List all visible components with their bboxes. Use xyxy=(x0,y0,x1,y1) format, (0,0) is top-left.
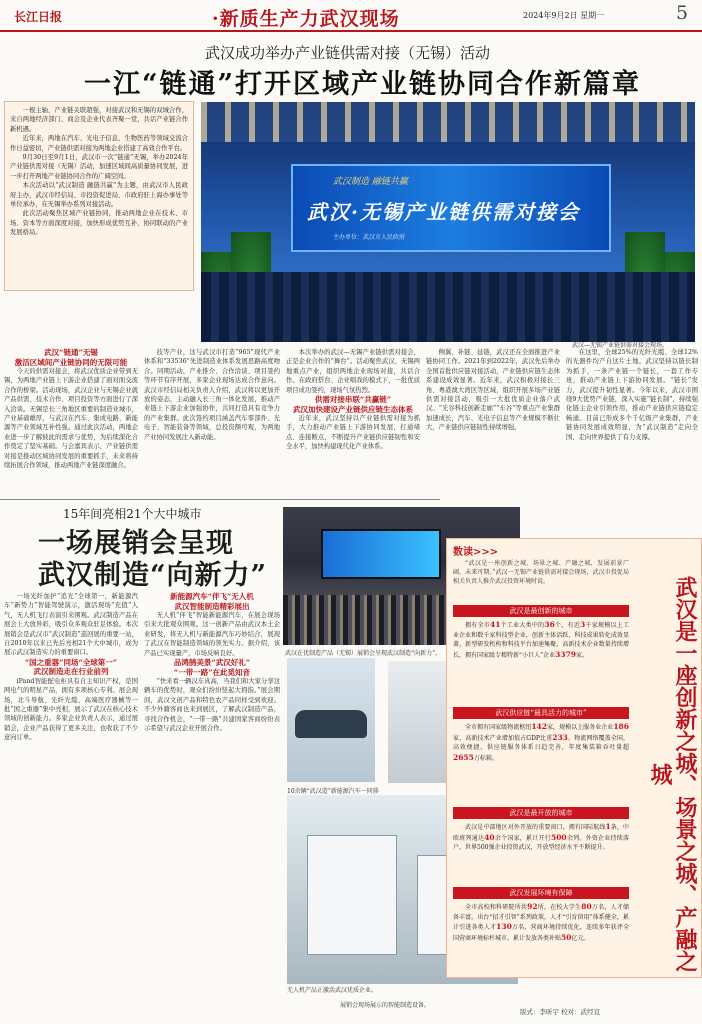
photo-caption: 展销会现场展示的智能制造设备。 xyxy=(340,1002,431,1009)
subheading: 武汉制造走在行业前列 xyxy=(33,667,109,677)
page-number: 5 xyxy=(676,2,689,24)
subheading: 新能源汽车“伴飞”无人机 xyxy=(170,592,254,601)
banner-kicker: 武汉制造 融链共赢 xyxy=(333,177,408,187)
article-column xyxy=(144,592,280,1002)
body-text: 技等产业，这与武汉市打造“965”现代产业体系和“33536”先进制造业体系发展思路高度吻合。同期活动，产业推介、合作洽谈、项目签约等环节有序开展，多家企业现场达成合作意向。武汉市经信局相关负责人介绍，武汉将以更加开放的姿态，主动融入长三角一体化发展，推动产业链上下游企业加强协作，共同打造具有竞争力的产业集群。此次签约项目涵盖汽车零部件、光电子、智能装备等领域，总投资额可观，为两地产业协同发展注入新动能。 xyxy=(144,349,280,441)
story1-lead-box xyxy=(4,101,194,291)
story2-headline-line1: 一场展销会呈现 xyxy=(38,528,234,559)
story1-caption: 武汉—无锡产业链供需对接会现场。 xyxy=(572,342,669,349)
masthead: 长江日报 xyxy=(14,10,63,24)
subheading: “国之重器”同场“全球第一” xyxy=(24,657,118,667)
banner-title: 武汉·无锡产业链供需对接会 xyxy=(307,200,580,224)
data-section-text: 全市高校和科研院所共92所，在校大学生80万名，人才储备丰富。出台“招才引智”系列政策，人才“引育留用”体系健全，累计引进各类人才130万名，营商环境持续优化，连续多年获评全国营商环境标杆城市，累计发放各类补贴50亿元。 xyxy=(453,902,629,942)
photo-caption: 10余辆“武汉造”新能源汽车一同排 xyxy=(287,788,379,795)
issue-date: 2024年9月2日 星期一 xyxy=(523,11,605,20)
section-divider xyxy=(0,499,440,500)
body-text: “快来看一辆汉车真高，当我们和大家分享这辆车的优势时，观众们纷纷竖起大拇指。”展会期间，武汉文创产品和特色农产品同样受到欢迎。不少外籍客商也来到展区，了解武汉制造产品，寻找合作机会，“一带一路”共建国家客商纷纷表示希望与武汉企业开展合作。 xyxy=(144,678,280,733)
body-text: 在这里，全球25%的光纤光缆、全球12%的光器件均产自这片土地。武汉坚持以链长制为抓手，一条产业链一个链长，一套工作专班，推动产业链上下游协同发展。“链长”发力，武汉提升韧性显著。今年以来，武汉市围绕9大优势产业链，深入实施“链长制”，持续强化链主企业引领作用，推动产业链供应链稳定畅通。目前已形成多个千亿级产业集群，产业链协同发展成效明显，为“武汉制造”走向全国、走向世界提供了有力支撑。 xyxy=(566,349,698,441)
data-section-title: 武汉发展环境有保障 xyxy=(453,887,629,899)
body-text: 本次举办的武汉—无锡产业链供需对接会，正是企业合作的“舞台”。活动聚焦武汉、无锡两地重点产业，组织两地企业现场对接，共话合作。在政府搭台、企业唱戏的模式下，一批优质项目成功签约，现场气氛热烈。 xyxy=(286,349,420,394)
body-text: 无人机“伴飞”智能新能源汽车，在展会现场引来大批观众围观。这一创新产品由武汉本土企业研发，将无人机与新能源汽车巧妙结合，展现了武汉在智能制造领域的领先实力。据介绍，该产品已实现量产，市场反响良好。 xyxy=(144,612,280,657)
event-banner xyxy=(291,164,611,252)
body-text: 今天的供需对接会，将武汉优质企业带到无锡，为两地产业链上下游企业搭建了面对面交流合作的桥梁。活动现场，武汉企业与无锡企业就产品供需、技术合作、项目投资等方面进行了深入洽谈。无锡是长三角地区重要的制造业城市，产业基础雄厚，与武汉在汽车、集成电路、新能源等产业领域互补性强。通过此次活动，两地企业进一步了解彼此的需求与优势，为后续深化合作奠定了坚实基础。与会嘉宾表示，产业链供需对接是推动区域协同发展的重要抓手，未来将持续拓展合作领域，推动两地产业链深度融合。 xyxy=(4,368,138,470)
data-section-title: 武汉是最创新的城市 xyxy=(453,605,629,617)
story2-kicker: 15年间亮相21个大中城市 xyxy=(63,507,202,521)
data-section-title: 武汉是最开放的城市 xyxy=(453,807,629,819)
data-section-text: 全市拥有国家级物流枢纽142家，规模以上服务业企业186家，高新技术产业增加值占GDP比重233。物流网络覆盖全国，高效便捷，供应链服务体系日趋完善，年度集装箱吞吐量超2655万标箱。 xyxy=(453,722,629,762)
lead-paragraph: 此次活动聚焦区域产业链协同，推动两地企业在技术、市场、资本等方面深度对接，加快形成优势互补、协同联动的产业发展格局。 xyxy=(10,210,188,237)
ev-photo xyxy=(287,658,375,782)
lead-paragraph: 9月30日至9月1日，武汉市一次“链通”无锡，举办2024年产业链供需对接（无锡）活动，加速区域间高质量协同发展，进一步打开两地产业链协同合作的广阔空间。 xyxy=(10,154,188,180)
subheading: “一带一路”在此觅知音 xyxy=(173,667,251,677)
body-text: 一场光纤加护“追光”全球第一，新能源汽车“新势力”智能驾驶演示，激活现场“充值”人气，无人机飞行表演引来围观。武汉制造产品在展会上大放异彩，吸引众多观众驻足体验。本次展销会是武汉市“武汉制造”巡回展的重要一站，自2010年以来已先后亮相21个大中城市，成为展示武汉制造实力的重要窗口。 xyxy=(4,593,138,657)
subheading: 供需对接串联“共赢链” xyxy=(314,395,392,405)
body-text: iPand智能配电柜具有自主知识产权，是国网电气的明星产品，拥有多项核心专利。展会现场，北斗导航、光纤光缆、高端医疗器械等一批“国之重器”集中亮相，展示了武汉在核心技术领域的创新能力。多家企业负责人表示，通过展销会，企业产品获得了更多关注，也收获了不少意向订单。 xyxy=(4,677,138,742)
article-column xyxy=(4,348,138,496)
subheading: 武汉智能制造精彩展出 xyxy=(174,601,250,611)
data-intro: “武汉是一座创新之城、场景之城、产融之城，发展前景广阔，未来可期。”武汉一无锡产业链供需对接会现场，武汉市投促局相关负责人推介武汉投资环境时说。 xyxy=(453,560,629,585)
photo-caption: 无人机产品正激活武汉优质企业。 xyxy=(287,987,378,994)
body-text: 侧翼、补链、延链，武汉还在全面推进产业链协同工作。2021年到2022年，武汉先后举办全国首批供应链对接活动，产业链供应链生态体系建设成效显著。近年来，武汉积极对接长三角、粤港澳大湾区等区域，组织开展多场产业链供需对接活动，吸引一大批优质企业落户武汉。“光谷科技创新走廊”“车谷”等重点产业集群加速成长，汽车、光电子信息等产业规模不断壮大，产业链供应链韧性持续增强。 xyxy=(426,349,560,432)
lead-paragraph: 一根主轴，产业链关联超强，对接武汉和无锡的双城合作，来自两地经济部门、商会及企业代表齐聚一堂，共话产业链合作新机遇。 xyxy=(10,107,188,133)
data-section-text: 拥有全市41个工业大类中的36个，有近3千家规模以上工业企业和数千家科技型企业，创新主体活跃，科技成果转化成效显著，新型研发机构和科技平台加速集聚，高新技术企业数量持续增长，拥有国家级专精特新“小巨人”企业3379家。 xyxy=(453,620,629,659)
story1-headline: 一江“链通”打开区域产业链协同合作新篇章 xyxy=(84,69,642,100)
lead-paragraph: 近年来，两地在汽车、光电子信息、生物医药等领域交流合作日益密切，产业链供需对接为两地企业搭建了高效合作平台。 xyxy=(10,135,188,152)
subheading: 激活区域间产业链协同的无限可能 xyxy=(14,357,128,367)
data-section-title: 武汉供应链“最具活力的城市” xyxy=(453,707,629,719)
article-column xyxy=(286,348,420,496)
banner-meta: 主办单位：武汉市人民政府 xyxy=(333,234,406,241)
footer-credits: 版式：李昕宇 校对：武经宣 xyxy=(520,1008,601,1016)
body-text: 近年来，武汉坚持以产业链供需对接为抓手，大力推动产业链上下游协同发展，打通堵点、连接断点，不断提升产业链供应链韧性和安全水平，加快构建现代化产业体系。 xyxy=(286,415,420,451)
data-heading: 数读>>> xyxy=(453,547,499,558)
subheading: 品鸿鹄美景“武汉好礼” xyxy=(173,658,251,668)
article-column xyxy=(426,348,560,496)
story2-headline-line2: 武汉制造“向新力” xyxy=(38,560,268,591)
story1-kicker: 武汉成功举办产业链供需对接（无锡）活动 xyxy=(205,44,491,62)
lead-paragraph: 本次活动以“武汉制造 融链共赢”为主题，由武汉市人民政府主办，武汉市经信局、市投资促进局、市政府驻上海办事处等单位承办，在无锡举办系列对接活动。 xyxy=(10,182,188,209)
article-column xyxy=(4,592,138,1002)
photo-caption: 武汉在优制造产品（无锡）展销会呈现武汉制造“向新力”。 xyxy=(285,650,442,657)
subheading: 武汉加快建设产业链供应链生态体系 xyxy=(293,404,413,414)
header-rule xyxy=(0,30,702,32)
vertical-headline: 武汉是一座创新之城、场景之城、产融之城 xyxy=(647,576,698,972)
data-sidebar xyxy=(446,538,702,978)
article-column xyxy=(566,348,698,496)
subheading: 武汉“链通”无锡 xyxy=(44,348,98,357)
data-section-text: 武汉是中部地区对外开放的重要窗口，拥有国际航线1条，中欧班列通达40余个国家，累计开行500余列。外资企业持续落户，世界500强企业投资武汉，开放型经济水平不断提升。 xyxy=(453,822,629,851)
section-title: ·新质生产力武汉现场 xyxy=(212,8,400,30)
story1-photo xyxy=(201,102,695,342)
article-column xyxy=(144,348,280,496)
